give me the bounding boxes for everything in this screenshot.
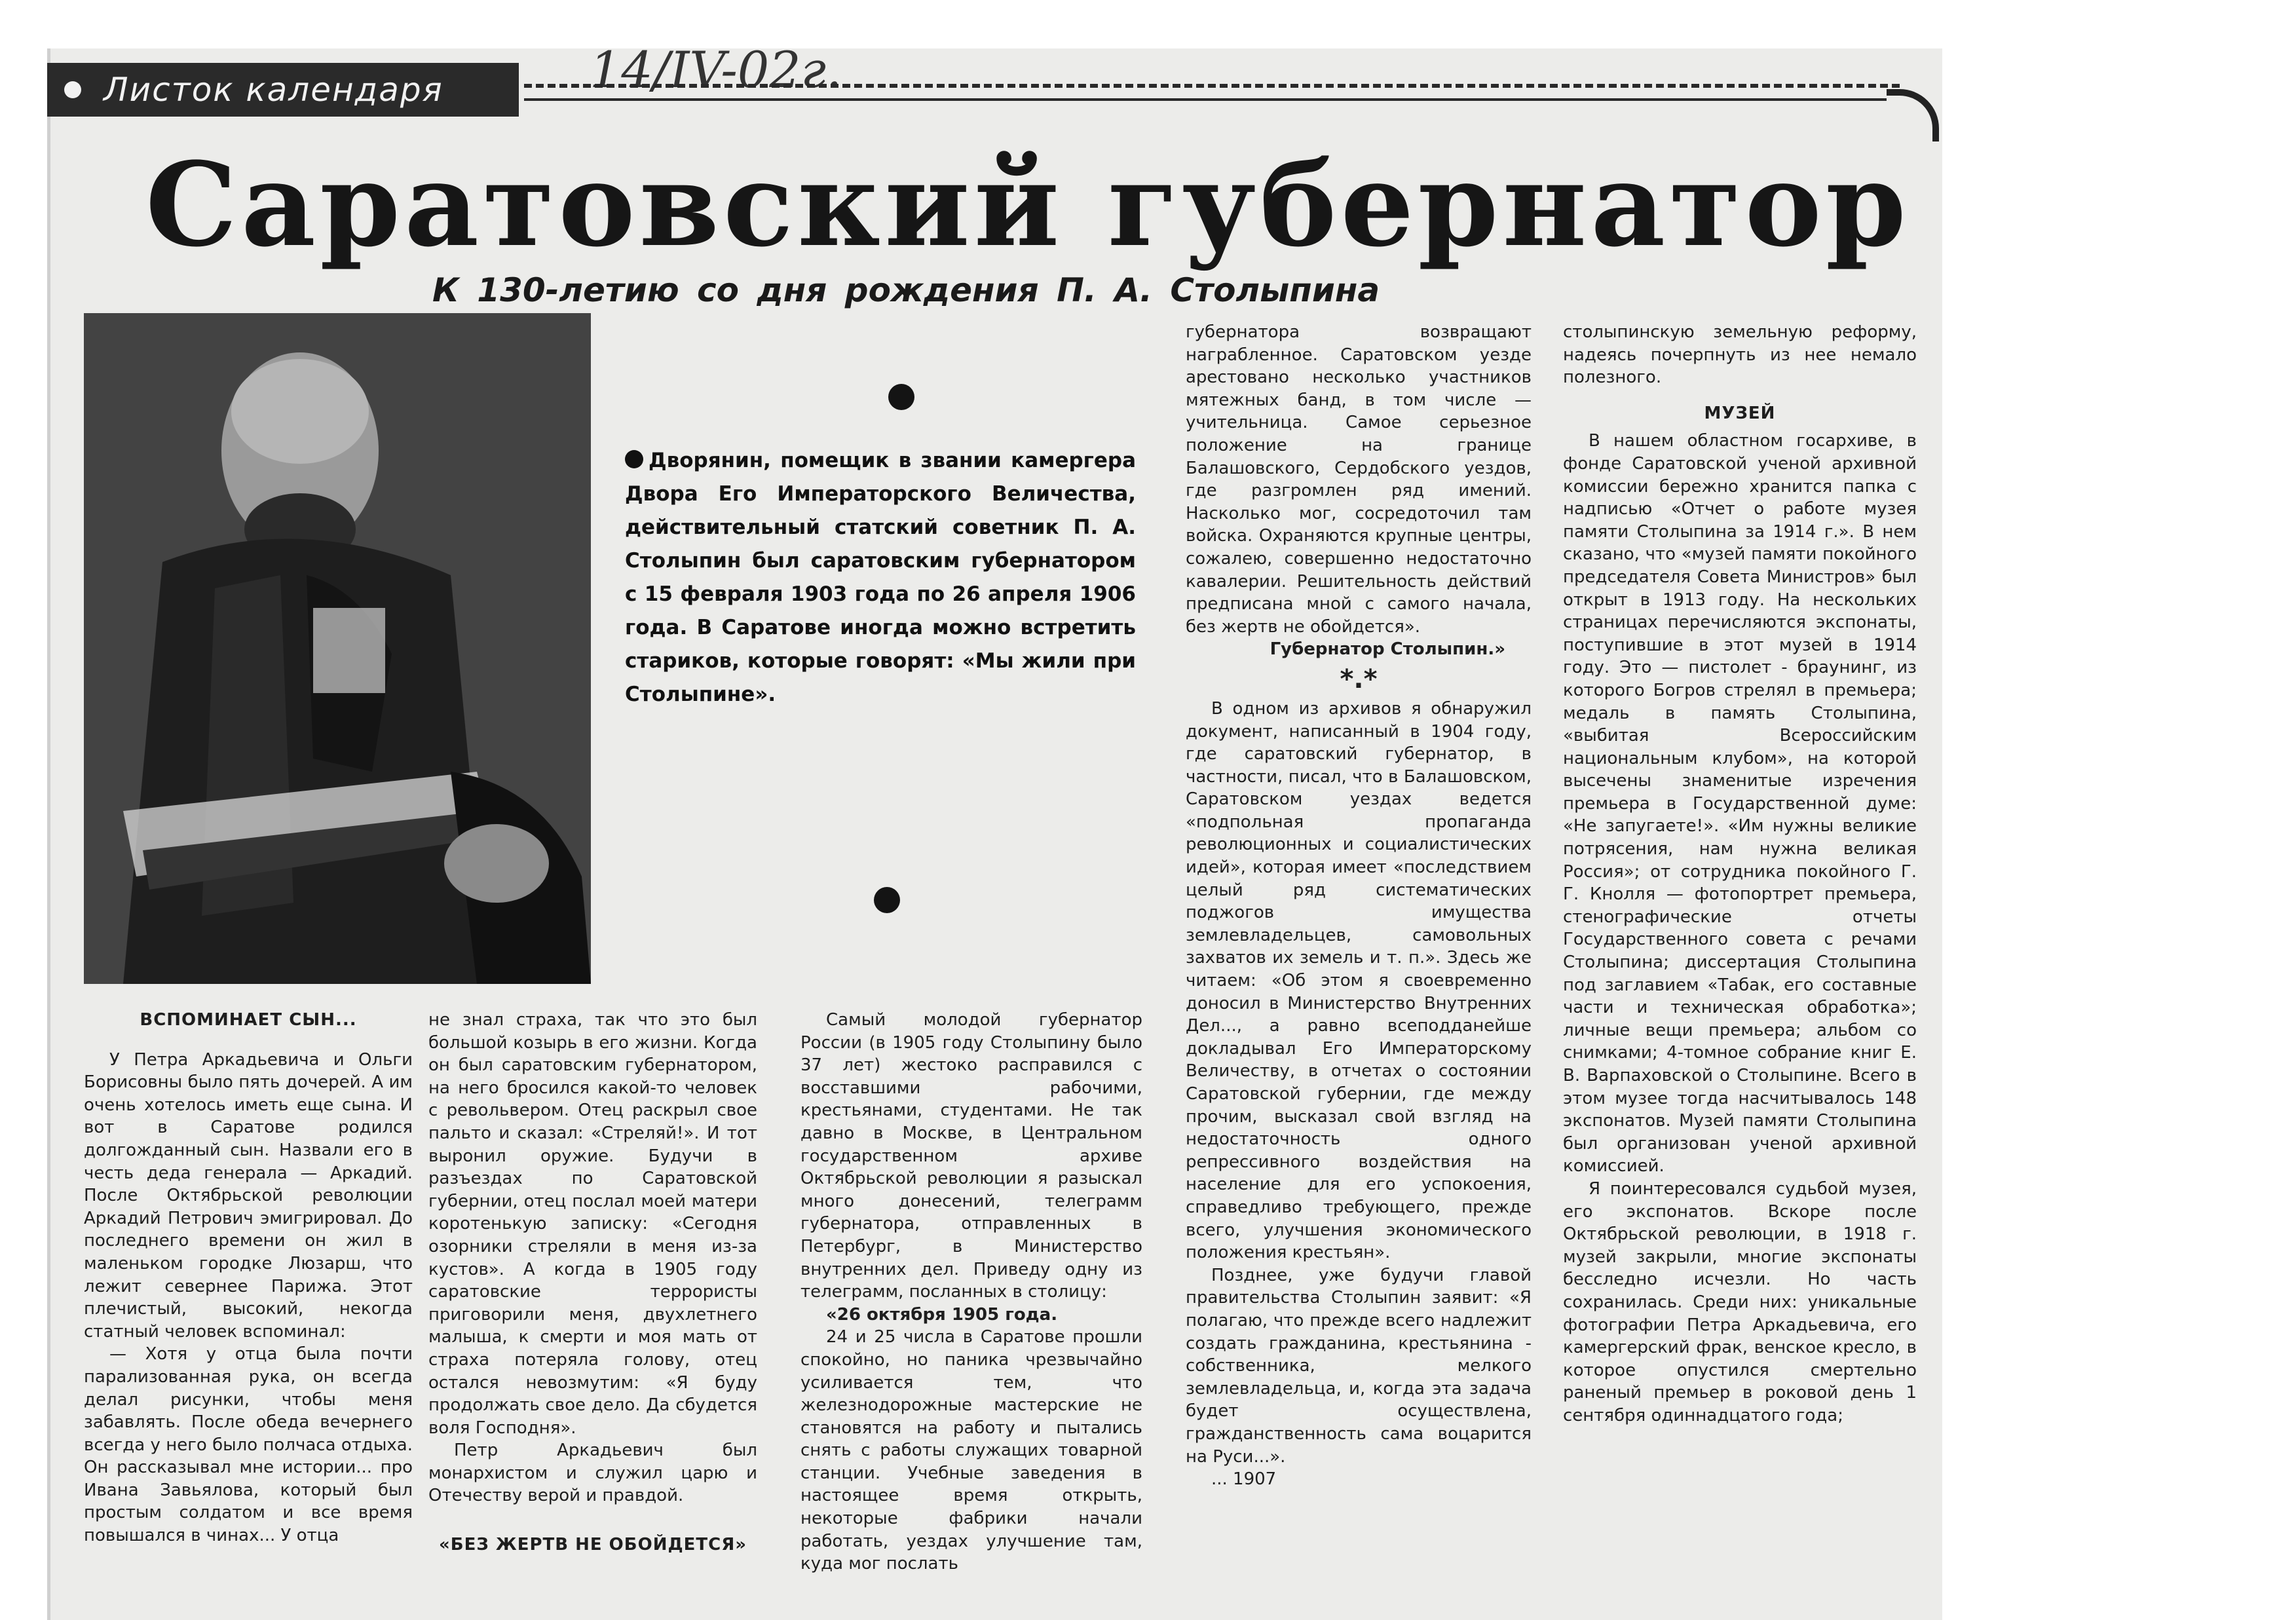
bullet-bottom	[874, 887, 900, 913]
col4-p3: Позднее, уже будучи главой правительства Столыпин заявит: «Я полагаю, что прежде всего надлежит создать гражданина, крестьянина - собственника, мелкого землевладельца, и, когда эта задача будет осуществлена, гражданственность сама воцарится на Руси...».	[1186, 1265, 1532, 1467]
col3-p3: 24 и 25 числа в Саратове прошли спокойно, но паника чрезвычайно усиливается тем, что железнодорожные мастерские не становятся на работу и пытались снять с работы служащих товарной станции. Учебные заведения в настоящее время открыть, некоторые фабрики начали работать, уездах улучшение там, куда мог послать	[800, 1327, 1142, 1574]
col5-p1: столыпинскую земельную реформу, надеясь почерпнуть из нее немало полезного.	[1563, 322, 1917, 388]
handwritten-date: 14/IV-02г.	[590, 41, 842, 99]
col4-p2: В одном из архивов я обнаружил документ, написанный в 1904 году, где саратовский губернатор, в частности, писал, что в Балашовском, Саратовском уездах ведется «подпольная пропаганда революционных и социалистических идей», которая имеет «последствием целый ряд систематических поджогов имущества землевладельцев, самовольных захватов их земель и т. п.». Здесь же читаем: «Об этом я своевременно доносил в Министерство Внутренних Дел..., а равно всеподданейше докладывал Его Императорскому Величеству, в отчетах о состоянии Саратовской губернии, где между прочим, высказал свой взгляд на недостаточность одного репрессивного воздействия на население для его успокоения, справедливо требующего, прежде всего, улучшения экономического положения крестьян».	[1186, 698, 1532, 1263]
portrait-photo	[84, 313, 591, 984]
col5-heading: МУЗЕЙ	[1704, 403, 1776, 423]
portrait-image	[84, 313, 591, 984]
header-rule-thin	[524, 98, 1887, 101]
col1-heading: ВСПОМИНАЕТ СЫН...	[140, 1010, 357, 1030]
column-3	[800, 1009, 1142, 1620]
col4-signature: Губернатор Столыпин.»	[1270, 639, 1505, 660]
subheadline: К 130-летию со дня рождения П. А. Столыпина	[432, 271, 1380, 309]
col3-p1: Самый молодой губернатор России (в 1905 году Столыпину было 37 лет) жестоко расправился с восставшими рабочими, крестьянами, студентами. Не так давно в Москве, в Центральном государственном архиве Октябрьской революции я разыскал много донесений, телеграмм губернатора, отправленных в Петербург, в Министерство внутренних дел. Приведу одну из телеграмм, посланных в столицу:	[800, 1010, 1142, 1302]
bullet-top	[888, 384, 914, 410]
intro-paragraph: Дворянин, помещик в звании камергера Двора Его Императорского Величества, действительный статский советник П. А. Столыпин был саратовским губернатором с 15 февраля 1903 года по 26 апреля 1906 года. В Саратове иногда можно встретить стариков, которые говорят: «Мы жили при Столыпине».	[625, 449, 1136, 706]
column-1	[84, 1009, 413, 1620]
col4-p1: губернатора возвращают награбленное. Саратовском уезде арестовано несколько участников мятежных банд, в том числе — учительница. Самое серьезное положение на границе Балашовского, Сердобского уездов, где разгромлен ряд имений. Насколько мог, сосредоточил там войска. Охраняются крупные центры, сожалею, совершенно недостаточно кавалерии. Решительность действий предписана мной с самого начала, без жертв не обойдется».	[1186, 322, 1532, 637]
column-5	[1563, 321, 1917, 1620]
col4-divider: *.*	[1340, 664, 1378, 694]
column-4	[1186, 321, 1532, 1620]
col1-p2: — Хотя у отца была почти парализованная рука, он всегда делал рисунки, чтобы меня забавлять. После обеда вечернего всегда у него было полчаса отдыха. Он рассказывал мне истории... про Ивана Завьялова, который был простым солдатом и все время повышался в чинах... У отца	[84, 1344, 413, 1546]
col5-p2: В нашем областном госархиве, в фонде Саратовской ученой архивной комиссии бережно хранится папка с надписью «Отчет о работе музея памяти Столыпина за 1914 г.». В нем сказано, что «музей памяти покойного председателя Совета Министров» был открыт в 1913 году. На нескольких страницах перечисляются экспонаты, поступившие в этот музей в 1914 году. Это — пистолет - браунинг, из которого Богров стрелял в премьера; медаль в память Столыпина, «выбитая Всероссийским национальным клубом», на которой высечены знаменитые изречения премьера в Государственной думе: «Не запугаете!». «Им нужны великие потрясения, нам нужна великая Россия»; от сотрудника покойного Г. Г. Кнолля — фотопортрет премьера, стенографические отчеты Государственного совета с речами Столыпина; диссертация Столыпина под заглавием «Табак, его составные части и техническая обработка»; личные вещи премьера; альбом со снимками; 4-томное собрание книг Е. В. Варпаховской о Столыпине. Всего в этом музее тогда насчитывалось 148 экспонатов. Музей памяти Столыпина был организован ученой архивной комиссией.	[1563, 431, 1917, 1177]
rubric-label: Листок календаря	[104, 71, 443, 109]
col1-p1: У Петра Аркадьевича и Ольги Борисовны было пять дочерей. А им очень хотелось иметь еще сына. И вот в Саратове родился долгожданный сын. Назвали его в честь деда генерала — Аркадий. После Октябрьской революции Аркадий Петрович эмигрировал. До последнего времени он жил в маленьком городке Люзарш, что лежит севернее Парижа. Этот плечистый, высокий, некогда статный человек вспоминал:	[84, 1049, 413, 1342]
header-rule	[524, 84, 1900, 97]
col2-heading: «БЕЗ ЖЕРТВ НЕ ОБОЙДЕТСЯ»	[438, 1535, 747, 1555]
col2-p1: не знал страха, так что это был большой козырь в его жизни. Когда он был саратовским губернатором, на него бросился какой-то человек с револьвером. Отец раскрыл свое пальто и сказал: «Стреляй!». И тот выронил оружие. Будучи в разъездах по Саратовской губернии, отец послал моей матери коротенькую записку: «Сегодня озорники стреляли в меня из-за кустов». А когда в 1905 году саратовские террористы приговорили меня, двухлетнего малыша, к смерти и моя мать от страха потеряла голову, отец остался невозмутим: «Я буду продолжать свое дело. Да сбудется воля Господня».	[428, 1010, 757, 1438]
rubric-bullet-icon	[64, 81, 81, 98]
col2-p2: Петр Аркадьевич был монархистом и служил царю и Отечеству верой и правдой.	[428, 1441, 757, 1506]
col4-p4: ... 1907	[1211, 1469, 1277, 1490]
headline: Саратовский губернатор	[145, 137, 1910, 273]
col5-p3: Я поинтересовался судьбой музея, его экспонатов. Вскоре после Октябрьской революции, в 1918 г. музей закрыли, многие экспонаты бесследно исчезли. Но часть сохранилась. Среди них: уникальные фотографии Петра Аркадьевича, его камергерский фрак, венское кресло, в которое опустился смертельно раненый премьер в роковой день 1 сентября одиннадцатого года;	[1563, 1178, 1917, 1425]
intro-bullet-icon	[625, 450, 643, 468]
column-2	[428, 1009, 757, 1620]
col3-p2: «26 октября 1905 года.	[826, 1304, 1058, 1325]
rubric-banner	[47, 63, 519, 117]
